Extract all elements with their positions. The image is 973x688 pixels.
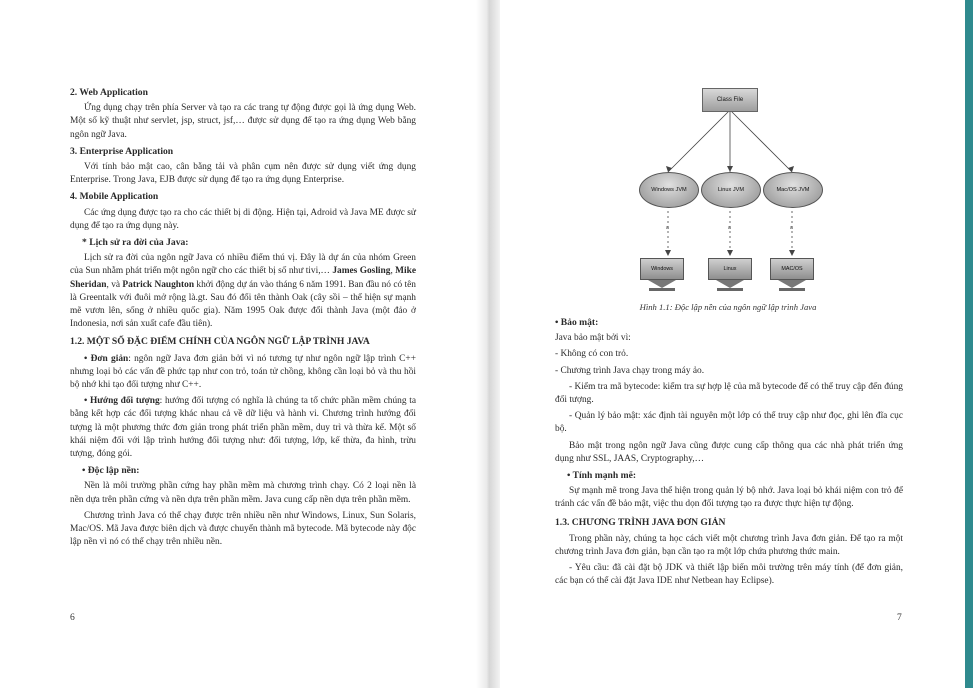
- paragraph: Bảo mật trong ngôn ngữ Java cũng được cung cấp thông qua các nhà phát triển ứng dụng như SSL, JAAS, Cryptography,…: [555, 440, 903, 464]
- paragraph: Trong phần này, chúng ta học cách viết một chương trình Java đơn giản. Để tạo ra một chương trình Java đơn giản, bạn cần tạo ra một lớp chứa phương thức main.: [555, 533, 903, 558]
- linux-platform-label: Linux: [708, 258, 752, 280]
- book-gutter: [476, 0, 500, 688]
- paragraph: - Kiểm tra mã bytecode: kiểm tra sự hợp lệ của mã bytecode để có thể truy cập đến đúng đối tượng.: [555, 381, 903, 406]
- connector-label: a: [790, 225, 793, 231]
- paragraph: - Chương trình Java chạy trong máy ảo.: [555, 365, 705, 376]
- section-heading-1-2: 1.2. MỘT SỐ ĐẶC ĐIỂM CHÍNH CỦA NGÔN NGỮ LẬP TRÌNH JAVA: [70, 336, 370, 348]
- heading-web-application: 2. Web Application: [70, 87, 148, 98]
- window-edge: [965, 0, 973, 688]
- monitor-base: [779, 288, 805, 291]
- paragraph: Sự mạnh mẽ trong Java thể hiện trong quản lý bộ nhớ. Java loại bỏ khái niệm con trỏ để tránh các vấn đề bảo mật, việc thu dọn đối tượng tạo ra được thực hiện tự động.: [555, 486, 903, 510]
- figure-caption: Hình 1.1: Độc lập nền của ngôn ngữ lập trình Java: [639, 302, 817, 312]
- connector-label: a: [666, 225, 669, 231]
- bullet-paragraph-simple: • Đơn giản: ngôn ngữ Java đơn giản bởi vì nó tương tự như ngôn ngữ lập trình C++ nhưng loại bỏ các vấn đề phức tạp như con trỏ, toán tử chồng, không cần loại bỏ và thu hồi bộ nhớ khi tạo đối tượng như C++.: [70, 353, 417, 391]
- macos-platform-label: MAC/OS: [770, 258, 814, 280]
- paragraph: - Không có con trỏ.: [555, 349, 629, 360]
- windows-jvm-node: Windows JVM: [639, 172, 699, 208]
- heading-platform-independent: • Độc lập nền:: [82, 465, 140, 477]
- macos-monitor: [770, 258, 814, 291]
- section-heading-1-3: 1.3. CHƯƠNG TRÌNH JAVA ĐƠN GIẢN: [555, 516, 726, 528]
- monitor-stand: [778, 280, 806, 288]
- arrowhead: [727, 250, 733, 256]
- linux-monitor: [708, 258, 752, 291]
- left-page-content: [70, 86, 416, 553]
- right-page-content: [555, 316, 903, 592]
- monitor-base: [717, 288, 743, 291]
- paragraph: - Yêu cầu: đã cài đặt bộ JDK và thiết lập biến môi trường trên máy tính (để đơn giản, các bạn có thể cài đặt Java IDE như Netbean hay Eclipse).: [555, 563, 903, 587]
- arrowhead: [665, 250, 671, 256]
- linux-jvm-node: Linux JVM: [701, 172, 761, 208]
- monitor-stand: [648, 280, 676, 288]
- heading-security: • Bảo mật:: [555, 317, 599, 328]
- paragraph: Ứng dụng chạy trên phía Server và tạo ra các trang tự động được gọi là ứng dụng Web. Một số kỹ thuật như servlet, jsp, struct, jsf,… được sử dụng để tạo ra ứng dụng Web bằng ngôn ngữ Java.: [70, 103, 416, 140]
- heading-mobile-application: 4. Mobile Application: [70, 191, 159, 203]
- paragraph-java-history: Lịch sử ra đời của ngôn ngữ Java có nhiều điểm thú vị. Đây là dự án của nhóm Green của Sun nhằm phát triển một ngôn ngữ cho các thiết bị số như tivi,… James Gosling, Mike Sheridan, và Patrick Naughton khởi động dự án vào tháng 6 năm 1991. Ban đầu nó có tên là Greentalk với đuôi mở rộng là.gt. Sau đó đổi tên thành Oak (cây sồi – thể hiện sự mạnh mẽ vươn lên, sống ở nhiều quốc gia). Năm 1995 Oak được đổi thành Java (một đảo ở Indonesia, nơi sản xuất cafe đầu tiên).: [70, 253, 417, 330]
- windows-monitor: [640, 258, 684, 291]
- paragraph: Chương trình Java có thể chạy được trên nhiều nền như Windows, Linux, Sun Solaris, Mac/OS. Mã Java được biên dịch và được chuyển thành mã bytecode. Mã bytecode này độc lập nền vì nó có thể chạy trên nhiều nền.: [70, 510, 416, 548]
- paragraph: - Quản lý bảo mật: xác định tài nguyên một lớp có thể truy cập như đọc, ghi lên đĩa cục bộ.: [555, 411, 903, 435]
- paragraph: Các ứng dụng được tạo ra cho các thiết bị di động. Hiện tại, Adroid và Java ME được sử dụng để tạo ra ứng dụng này.: [70, 207, 416, 231]
- paragraph: Với tính bảo mật cao, cân bằng tải và phân cụm nên được sử dụng viết ứng dụng Enterprise. Trong Java, EJB được sử dụng để tạo ra ứng dụng Enterprise.: [70, 162, 416, 186]
- page-number-right: 7: [897, 612, 902, 623]
- bullet-paragraph-oop: • Hướng đối tượng: hướng đối tượng có nghĩa là chúng ta tổ chức phần mềm chúng ta bằng kết hợp các đối tượng khác nhau cả về dữ liệu và hành vi. Chương trình hướng đối tượng là một phương thức đơn giản trong phát triển phần mềm, duy trì và thừa kế. Một số khái niệm đối với lập trình hướng đối tượng như: đối tượng, lớp, kế thừa, đa hình, trừu tượng, đóng gói.: [70, 396, 416, 460]
- arrow-to-windows-jvm: [668, 110, 730, 172]
- monitor-base: [649, 288, 675, 291]
- arrowhead: [789, 250, 795, 256]
- connector-label: a: [728, 225, 731, 231]
- arrow-to-mac-jvm: [730, 110, 792, 172]
- paragraph: Java bảo mật bởi vì:: [555, 333, 631, 344]
- heading-enterprise-application: 3. Enterprise Application: [70, 145, 174, 157]
- monitor-stand: [716, 280, 744, 288]
- windows-platform-label: Windows: [640, 258, 684, 280]
- heading-java-history: * Lịch sử ra đời của Java:: [82, 237, 189, 249]
- platform-diagram: [630, 86, 830, 296]
- class-file-node: Class File: [702, 88, 758, 112]
- paragraph: Nền là môi trường phần cứng hay phần mềm mà chương trình chạy. Có 2 loại nền là nền dựa trên phần cứng và nền dựa trên phần mềm. Java cung cấp nền dựa trên phần mềm.: [70, 481, 416, 505]
- heading-robustness: • Tính mạnh mẽ:: [567, 470, 637, 482]
- mac-jvm-node: Mac/OS JVM: [763, 172, 823, 208]
- page-number-left: 6: [70, 612, 75, 623]
